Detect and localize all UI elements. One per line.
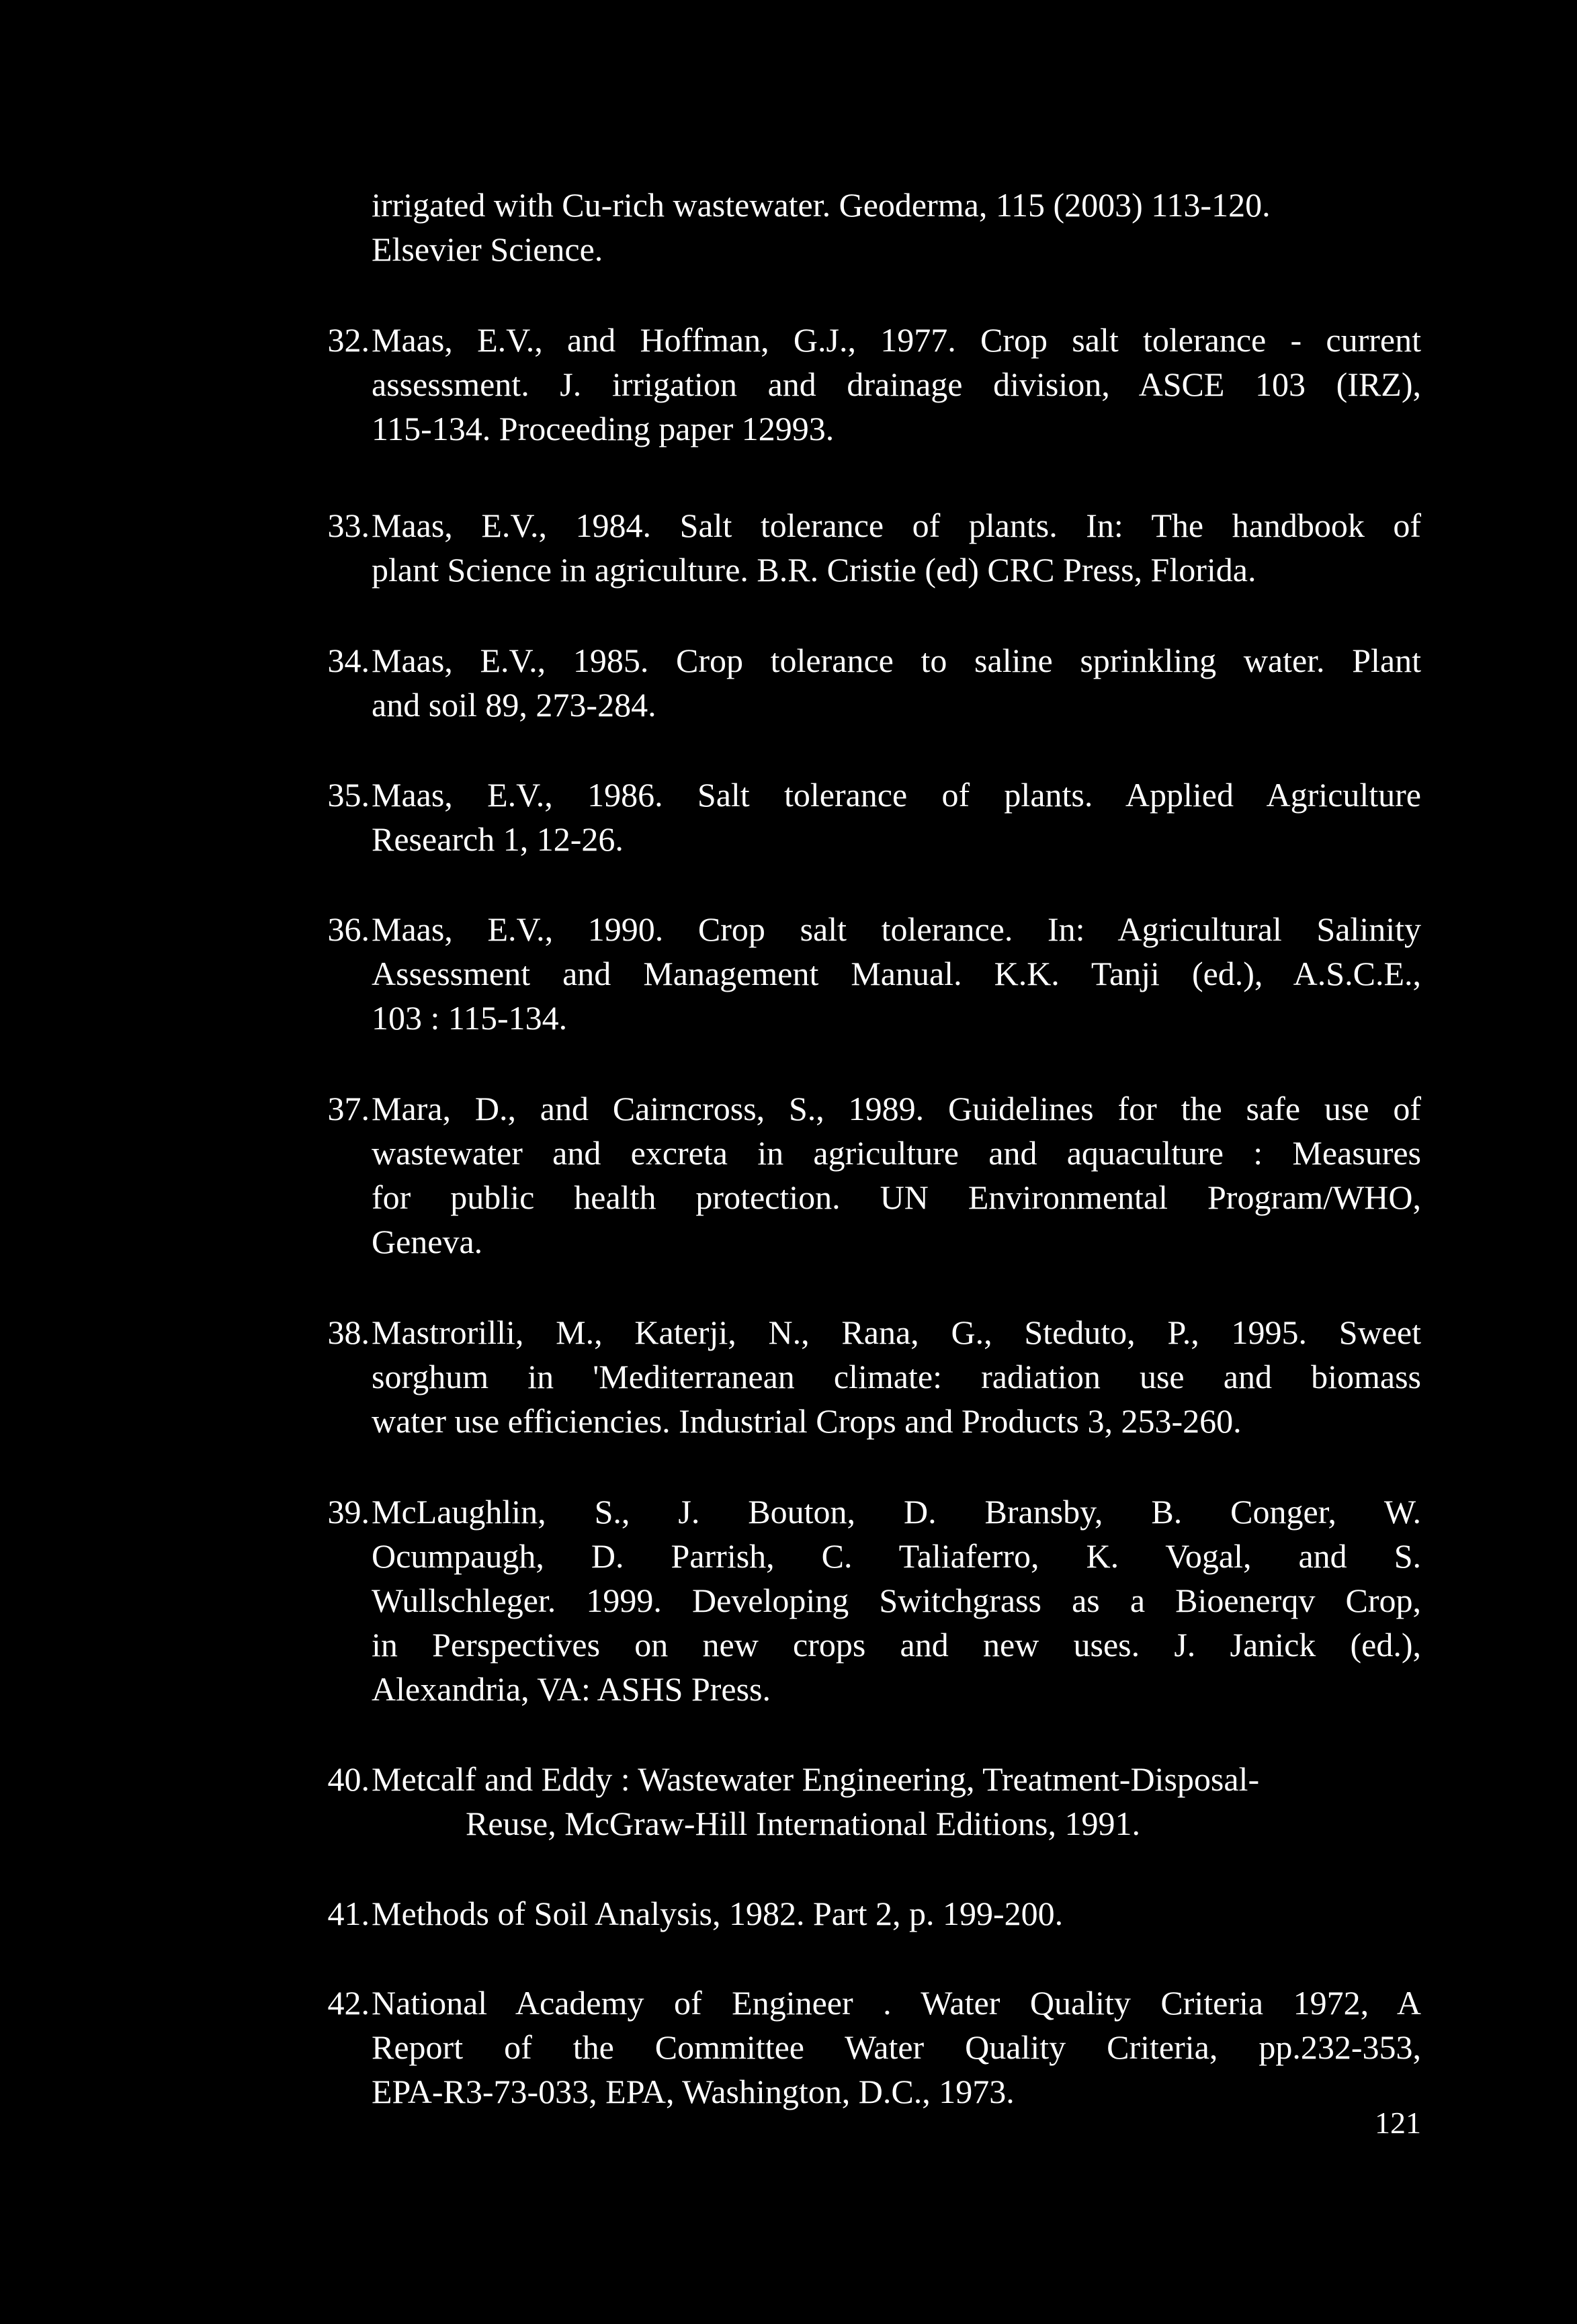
reference-line: Mara, D., and Cairncross, S., 1989. Guidelines for the safe use of <box>372 1090 1421 1127</box>
reference-line: Methods of Soil Analysis, 1982. Part 2, p. 199-200. <box>372 1895 1064 1932</box>
reference-line: Research 1, 12-26. <box>372 820 624 858</box>
reference-number: 41. <box>327 1895 370 1932</box>
reference-line: 115-134. Proceeding paper 12993. <box>372 410 835 447</box>
reference-number: 32. <box>327 321 370 359</box>
reference-number: 35. <box>327 776 370 814</box>
reference-number: 37. <box>327 1090 370 1127</box>
reference-line: water use efficiencies. Industrial Crops and Products 3, 253-260. <box>372 1402 1242 1440</box>
reference-continuation <box>372 183 1421 271</box>
reference-line: EPA-R3-73-033, EPA, Washington, D.C., 1973. <box>372 2073 1015 2110</box>
reference-number: 39. <box>327 1493 370 1531</box>
reference-number: 34. <box>327 642 370 679</box>
reference-line: Maas, E.V., 1984. Salt tolerance of plants. In: The handbook of <box>372 507 1421 544</box>
reference-line: Elsevier Science. <box>372 230 603 268</box>
reference-number: 42. <box>327 1984 370 2022</box>
reference-number: 38. <box>327 1314 370 1351</box>
reference-line: 103 : 115-134. <box>372 999 568 1037</box>
page-number: 121 <box>1375 2106 1421 2140</box>
reference-line: Maas, E.V., 1985. Crop tolerance to saline sprinkling water. Plant <box>372 642 1421 679</box>
reference-line: for public health protection. UN Environmental Program/WHO, <box>372 1178 1421 1216</box>
reference-line: wastewater and excreta in agriculture and aquaculture : Measures <box>372 1134 1421 1172</box>
reference-line: Assessment and Management Manual. K.K. Tanji (ed.), A.S.C.E., <box>372 955 1421 992</box>
reference-line: Alexandria, VA: ASHS Press. <box>372 1670 771 1708</box>
reference-line: National Academy of Engineer . Water Quality Criteria 1972, A <box>372 1984 1421 2022</box>
reference-line: Wullschleger. 1999. Developing Switchgrass as a Bioenerqv Crop, <box>372 1582 1421 1619</box>
reference-line: Maas, E.V., and Hoffman, G.J., 1977. Crop salt tolerance - current <box>372 321 1421 359</box>
reference-number: 36. <box>327 910 370 948</box>
reference-line: Metcalf and Eddy : Wastewater Engineering, Treatment-Disposal- <box>372 1760 1260 1798</box>
reference-line: Ocumpaugh, D. Parrish, C. Taliaferro, K. Vogal, and S. <box>372 1537 1421 1575</box>
reference-line: sorghum in 'Mediterranean climate: radiation use and biomass <box>372 1358 1421 1395</box>
reference-number: 40. <box>327 1760 370 1798</box>
reference-line: plant Science in agriculture. B.R. Cristie (ed) CRC Press, Florida. <box>372 551 1256 589</box>
reference-line: Maas, E.V., 1990. Crop salt tolerance. In: Agricultural Salinity <box>372 910 1421 948</box>
reference-line: in Perspectives on new crops and new uses. J. Janick (ed.), <box>372 1626 1421 1664</box>
reference-line: Geneva. <box>372 1223 483 1260</box>
reference-number: 33. <box>327 507 370 544</box>
reference-line: assessment. J. irrigation and drainage division, ASCE 103 (IRZ), <box>372 365 1421 403</box>
reference-line: Mastrorilli, M., Katerji, N., Rana, G., Steduto, P., 1995. Sweet <box>372 1314 1421 1351</box>
reference-line: and soil 89, 273-284. <box>372 686 656 724</box>
reference-line: Report of the Committee Water Quality Criteria, pp.232-353, <box>372 2028 1421 2066</box>
reference-line: Reuse, McGraw-Hill International Editions, 1991. <box>466 1805 1140 1842</box>
reference-line: irrigated with Cu-rich wastewater. Geoderma, 115 (2003) 113-120. <box>372 186 1271 224</box>
reference-line: McLaughlin, S., J. Bouton, D. Bransby, B. Conger, W. <box>372 1493 1421 1531</box>
reference-line: Maas, E.V., 1986. Salt tolerance of plants. Applied Agriculture <box>372 776 1421 814</box>
